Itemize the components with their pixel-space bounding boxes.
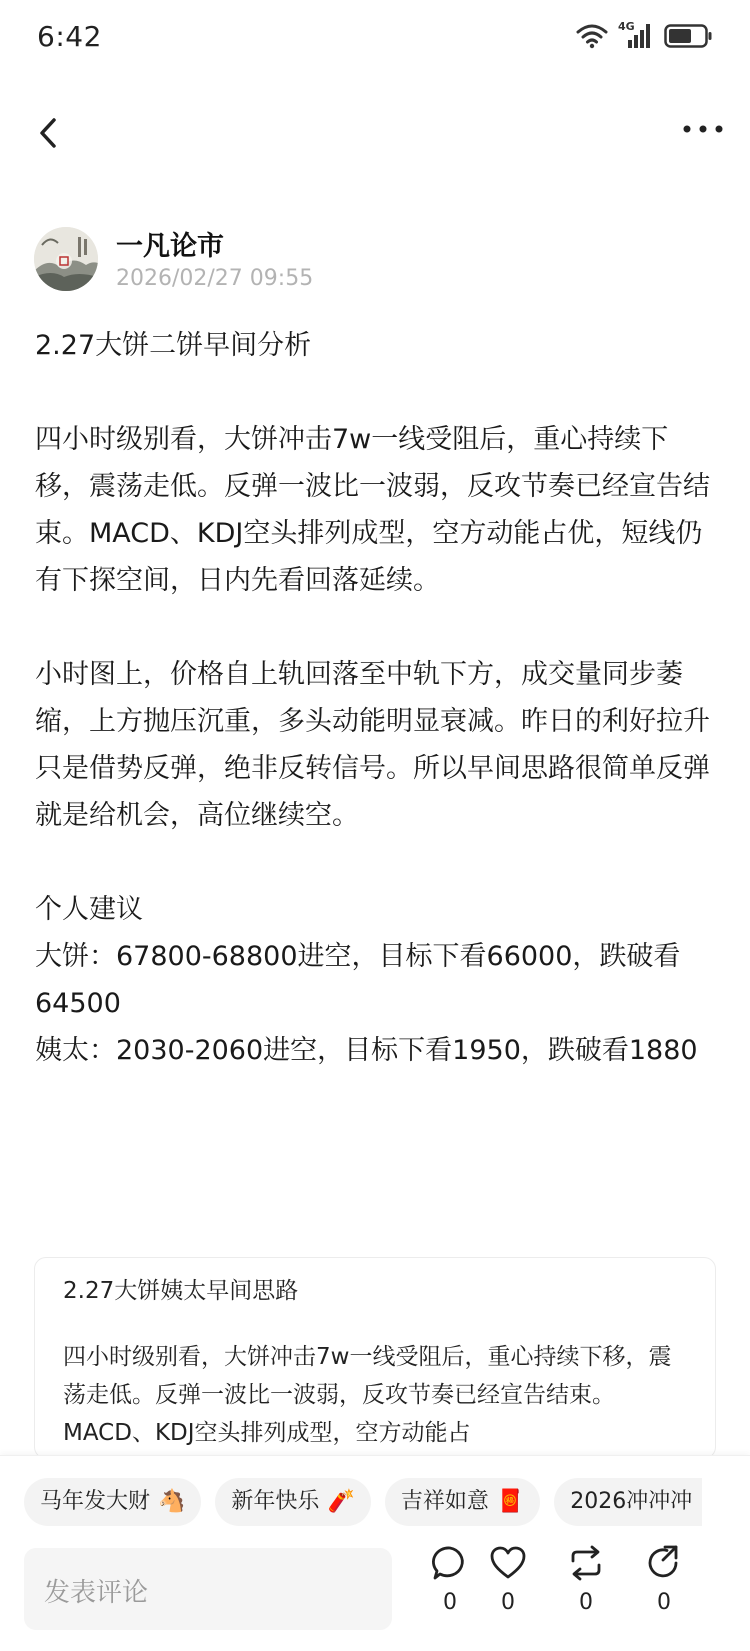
firecracker-emoji-icon: 🧨 [327, 1489, 355, 1514]
author-header [34, 224, 714, 296]
nav-bar [0, 96, 750, 168]
tag-label: 马年发大财 [40, 1489, 151, 1514]
author-name[interactable]: 一凡论市 [116, 231, 224, 262]
repost-icon [567, 1544, 605, 1582]
horse-emoji-icon: 🐴 [158, 1489, 186, 1514]
battery-icon [664, 23, 714, 49]
comment-button[interactable] [420, 1544, 480, 1634]
signal-icon [618, 22, 654, 50]
tag-label: 新年快乐 [231, 1489, 320, 1514]
paragraph-gap [35, 839, 720, 886]
bottom-panel [0, 1455, 750, 1651]
like-button[interactable] [478, 1544, 538, 1634]
quick-reply-tags [24, 1478, 702, 1526]
post-time: 2026/02/27 09:55 [116, 266, 314, 291]
tag-chip[interactable] [24, 1478, 201, 1526]
repost-button[interactable] [556, 1544, 616, 1634]
comment-bubble-icon [431, 1544, 469, 1582]
repost-count: 0 [579, 1590, 593, 1615]
paragraph-gap [35, 604, 720, 651]
like-count: 0 [501, 1590, 515, 1615]
post-content [35, 322, 720, 1074]
status-time: 6:42 [37, 20, 102, 53]
suggestion-btc: 大饼：67800-68800进空，目标下看66000，跌破看64500 [35, 941, 681, 1019]
paragraph-gap [35, 369, 720, 416]
status-bar [0, 0, 750, 76]
share-button[interactable] [634, 1544, 694, 1634]
red-envelope-emoji-icon: 🧧 [496, 1489, 525, 1514]
wifi-icon [576, 23, 608, 49]
post-paragraph: 小时图上，价格自上轨回落至中轨下方，成交量同步萎缩，上方抛压沉重，多头动能明显衰减。昨日的利好拉升只是借势反弹，绝非反转信号。所以早间思路很简单反弹就是给机会，高位继续空。 [35, 659, 710, 831]
status-icons [576, 22, 714, 50]
tag-chip[interactable] [385, 1478, 540, 1526]
avatar[interactable] [34, 227, 98, 291]
more-button[interactable] [678, 112, 728, 146]
suggestion-heading: 个人建议 [35, 894, 143, 925]
quoted-article-body: 四小时级别看，大饼冲击7w一线受阻后，重心持续下移，震荡走低。反弹一波比一波弱，反攻节奏已经宣告结束。MACD、KDJ空头排列成型，空方动能占 [63, 1344, 672, 1446]
tag-label: 2026冲冲冲 [570, 1489, 693, 1514]
back-button[interactable] [34, 116, 64, 150]
comment-input[interactable] [24, 1548, 392, 1630]
share-arrow-icon [645, 1544, 683, 1582]
heart-icon [489, 1544, 527, 1582]
post-paragraph: 四小时级别看，大饼冲击7w一线受阻后，重心持续下移，震荡走低。反弹一波比一波弱，反攻节奏已经宣告结束。MACD、KDJ空头排列成型，空方动能占优，短线仍有下探空间，日内先看回落延续。 [35, 424, 710, 596]
suggestion-eth: 姨太：2030-2060进空，目标下看1950，跌破看1880 [35, 1035, 698, 1066]
post-title: 2.27大饼二饼早间分析 [35, 330, 312, 361]
network-label: 4G [618, 20, 635, 33]
quoted-article-card[interactable] [34, 1257, 716, 1459]
tag-chip[interactable] [554, 1478, 702, 1526]
share-count: 0 [657, 1590, 671, 1615]
comment-placeholder: 发表评论 [44, 1578, 149, 1608]
comment-count: 0 [443, 1590, 457, 1615]
tag-chip[interactable] [215, 1478, 370, 1526]
chevron-left-icon [34, 116, 64, 150]
more-horizontal-icon [678, 112, 728, 146]
quoted-article-title: 2.27大饼姨太早间思路 [63, 1278, 299, 1304]
tag-label: 吉祥如意 [400, 1489, 489, 1514]
